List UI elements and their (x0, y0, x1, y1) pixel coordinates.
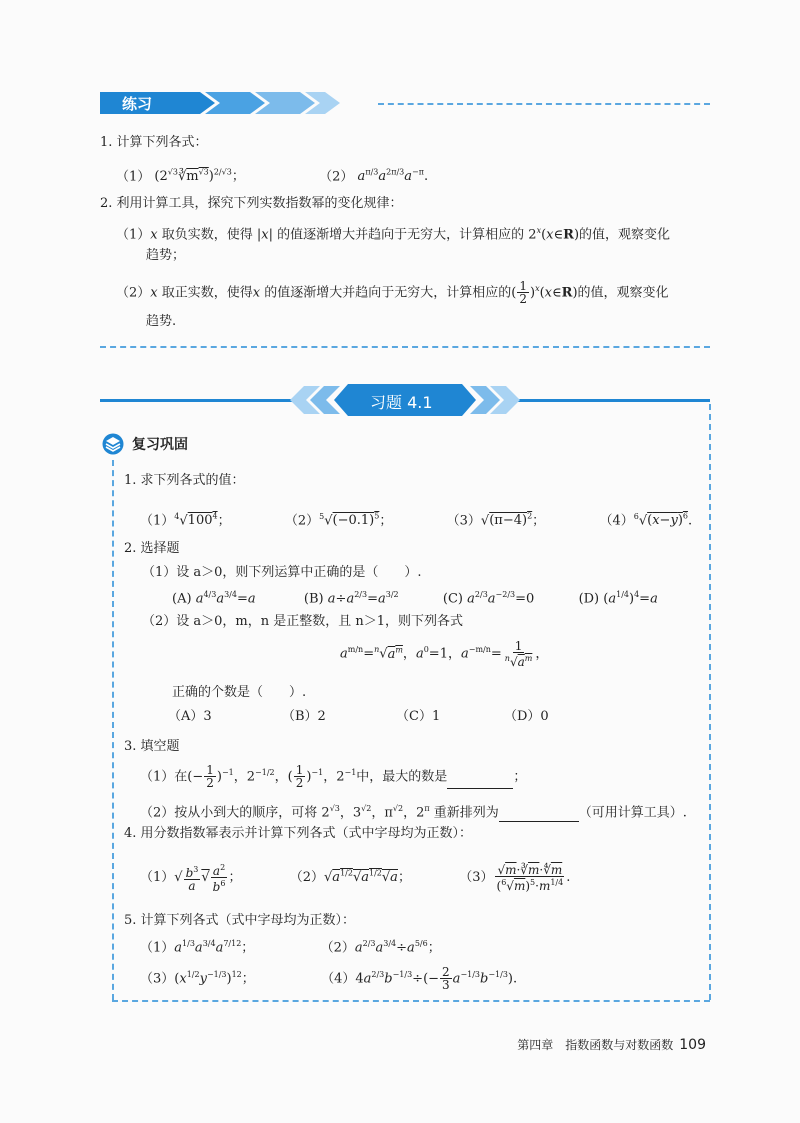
practice-bottom-dash (100, 346, 710, 348)
label: （1） (116, 227, 151, 243)
math-expr: $a^{\pi/3}a^{2\pi/3}a^{-\pi}$. (357, 168, 429, 185)
ex-p2-2-opt-d: （D）0 (504, 709, 549, 724)
exercise-rule-right (512, 399, 710, 402)
answer-blank[interactable] (447, 776, 513, 789)
ex-p3-2: （2）按从小到大的顺序，可将 $2^{√3}$，$3^{√2}$，$\pi^{√2}$，$2^\pi$ 重新排列为 （可用计算工具）. (140, 804, 687, 821)
ex-p2-1: （1）设 a＞0，则下列运算中正确的是（ ）. (142, 565, 422, 580)
text: 的值逐渐增大并趋向于无穷大，计算相应的 (264, 285, 512, 301)
text: 取负实数，使得 (161, 227, 253, 243)
practice-q1-row (116, 164, 428, 186)
ex-p2-2-opt-b: （B）2 (282, 709, 326, 724)
ex-p1-items: $(1)^4√100^4$； $(2)^5√(-0.1)^5$； $(3)√(\pi-4)^2$； $(4)^6√(x-y)^6$. (140, 512, 693, 529)
exercise-right-dash (709, 404, 711, 1000)
ex-p3: 3. 填空题 (124, 739, 180, 754)
answer-blank[interactable] (499, 809, 579, 822)
practice-q2-1: （1）x 取负实数，使得 |x| 的值逐渐增大并趋向于无穷大，计算相应的 2$^x$(x∈R)的值，观察变化 (116, 226, 671, 243)
label: （1） (140, 940, 175, 956)
ex-p2-2-opt-a: （A）3 (168, 709, 212, 724)
ex-p4-items: （1）√ $\frac{b^3}{a}$ √ $\frac{a^2}{b^6}$ ； $(2)√a^{1/2}√a^{1/2}√a$； （3） $\frac{√m\cdot∛\overline{m}\cdot∜\overline{m}}{(^6√m)^5\cdot m^{1/4}}$ . (140, 862, 571, 894)
text: 的值逐渐增大并趋向于无穷大，计算相应的 (277, 227, 525, 243)
practice-q2: 2. 利用计算工具，探究下列实数指数幂的变化规律： (100, 196, 403, 211)
text: 中，最大的数是 (356, 769, 448, 785)
ex-p5-row1: $(1)a^{1/3}a^{3/4}a^{7/12}$； $(2)a^{2/3}a^{3/4}\div a^{5/6}$； (140, 939, 441, 956)
practice-q2-2: （2）x 取正实数，使得x 的值逐渐增大并趋向于无穷大，计算相应的( $\frac{1}{2}$ )$^x$(x∈R)的值，观察变化 (116, 279, 669, 307)
ex-p3-1: （1）在(− $\frac{1}{2}$ )$^{-1}$，$2^{-1/2}$，( $\frac{1}{2}$ )$^{-1}$，$2^{-1}$中，最大的数是 ； (140, 763, 527, 791)
option-label: (A) (172, 591, 192, 607)
option-label: (D) (578, 591, 600, 607)
label: （2） (116, 285, 151, 301)
text: （2）按从小到大的顺序，可将 (140, 805, 318, 821)
option-label: (B) (303, 591, 324, 607)
text: （1）在 (140, 769, 188, 785)
page-footer (517, 1036, 706, 1053)
text: （可用计算工具）. (578, 805, 687, 821)
section-title: 复习巩固 (132, 437, 188, 453)
label: （1） (140, 870, 175, 885)
text: 取正实数，使得 (161, 285, 253, 301)
label: （3） (140, 971, 175, 987)
text: 的值，观察变化 (579, 227, 671, 243)
math-expr: $(2^{√3}∛m^{√3})^{2/√3}$； (154, 168, 245, 185)
label: （4） (599, 513, 634, 529)
practice-q2-2-cont: 趋势. (146, 314, 177, 329)
ex-p2-2-formula: $a^{m/n}=^n√a^m$，$a^0=1$，$a^{-m/n}=$ $\frac{1}{^n√a^m}$ ， (340, 639, 549, 669)
label: （3） (446, 513, 481, 529)
ex-p4: 4. 用分数指数幂表示并计算下列各式（式中字母均为正数）： (124, 826, 473, 841)
practice-title: 练习 (122, 95, 153, 113)
ex-p2: 2. 选择题 (124, 541, 180, 556)
ex-p2-2-q: 正确的个数是（ ）. (172, 685, 307, 700)
label: （2） (289, 870, 324, 885)
option-label: (C) (442, 591, 463, 607)
exercise-left-dash (112, 460, 114, 1000)
ex-p5: 5. 计算下列各式（式中字母均为正数）： (124, 913, 356, 928)
layers-icon (102, 433, 124, 455)
label: （2） (320, 940, 355, 956)
chapter-title: 第四章 指数函数与对数函数 (517, 1038, 674, 1052)
practice-top-dash (378, 103, 710, 105)
ex-p2-2-opt-c: （C）1 (396, 709, 441, 724)
practice-q2-1-cont: 趋势； (146, 248, 186, 263)
label: （2） (319, 169, 354, 185)
label: （1） (140, 513, 175, 529)
page-number: 109 (679, 1037, 706, 1053)
exercise-title: 习题 4.1 (370, 393, 433, 412)
practice-q1: 1. 计算下列各式： (100, 135, 208, 150)
ex-p2-1-opts: (A) $a^{4/3}a^{3/4}=a$ (B) $a\div a^{2/3}=a^{3/2}$ (C) $a^{2/3}a^{-2/3}=0$ (D) $(a^{1/4})^4=a$ (172, 590, 658, 607)
exercise-bottom-dash (112, 1000, 710, 1002)
text: 重新排列为 (433, 805, 499, 821)
exercise-rule-left (100, 399, 300, 402)
label: （3） (459, 870, 494, 885)
label: （2） (284, 513, 320, 529)
ex-p2-2: （2）设 a＞0，m，n 是正整数，且 n＞1，则下列各式 (142, 614, 464, 629)
text: 的值，观察变化 (577, 285, 669, 301)
label: （1） (116, 169, 151, 185)
ex-p5-row2: $(3)(x^{1/2}y^{-1/3})^{12}$； $(4)4a^{2/3}b^{-1/3}\div(-$ $\frac{2}{3}$ $a^{-1/3}b^{-1/3}$). (140, 965, 518, 993)
ex-p1: 1. 求下列各式的值： (124, 473, 245, 488)
label: （4） (321, 971, 356, 987)
